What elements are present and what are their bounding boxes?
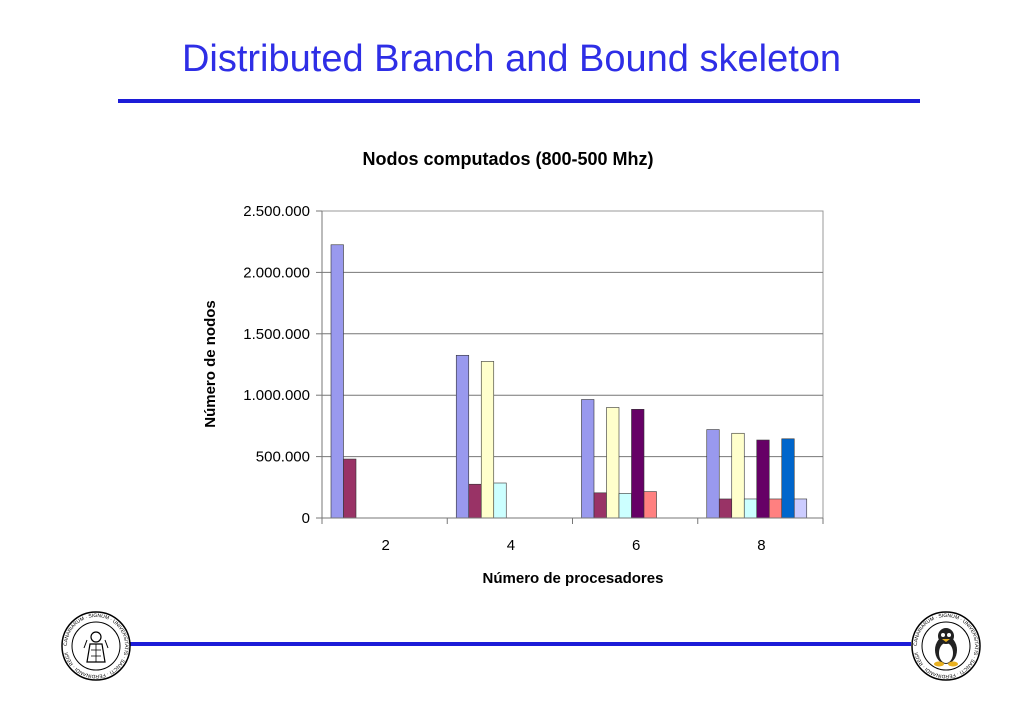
bar xyxy=(707,430,720,518)
chart-title: Nodos computados (800-500 Mhz) xyxy=(362,149,654,169)
university-seal-tux-icon xyxy=(910,610,982,682)
y-tick-label: 0 xyxy=(301,510,310,527)
bar xyxy=(481,361,494,518)
footer-rule xyxy=(125,642,911,646)
x-tick-labels xyxy=(381,537,765,554)
seal-text: CANARIARUM · SIGNUM · UNIVERSITATIS · SANCTI · FERDINANDI · REGII xyxy=(62,612,130,680)
bar xyxy=(494,483,507,518)
bar xyxy=(782,439,795,518)
bar xyxy=(794,499,807,518)
y-tick-labels xyxy=(243,203,310,527)
y-axis-label: Número de nodos xyxy=(202,300,219,428)
bar xyxy=(344,459,357,518)
y-tick-label: 1.500.000 xyxy=(243,325,310,343)
bar xyxy=(582,399,595,518)
bar xyxy=(644,492,657,518)
university-seal-icon xyxy=(60,610,132,682)
bar xyxy=(456,355,469,518)
y-tick-label: 2.000.000 xyxy=(243,264,310,282)
x-tick-label: 6 xyxy=(631,537,641,554)
x-tick-label: 2 xyxy=(381,537,390,554)
bar xyxy=(769,499,782,518)
bar xyxy=(607,407,620,518)
bar xyxy=(757,440,770,518)
seal-text: CANARIARUM · SIGNUM · UNIVERSITATIS · SANCTI · FERDINANDI · REGII xyxy=(912,612,980,680)
x-tick-label: 8 xyxy=(757,537,766,554)
y-tick-label: 1.000.000 xyxy=(243,387,310,405)
y-tick-label: 500.000 xyxy=(255,448,310,466)
bar xyxy=(732,433,745,518)
bar xyxy=(719,499,732,518)
bar xyxy=(594,493,607,518)
bar xyxy=(619,493,632,518)
x-tick-label: 4 xyxy=(506,537,516,554)
bar xyxy=(632,409,645,518)
bar xyxy=(744,499,757,518)
x-axis-label: Número de procesadores xyxy=(482,570,664,587)
bar xyxy=(331,245,344,518)
plot-area xyxy=(322,211,823,518)
y-tick-label: 2.500.000 xyxy=(243,203,310,220)
bar xyxy=(469,484,482,518)
slide-title: Distributed Branch and Bound skeleton xyxy=(181,38,842,80)
